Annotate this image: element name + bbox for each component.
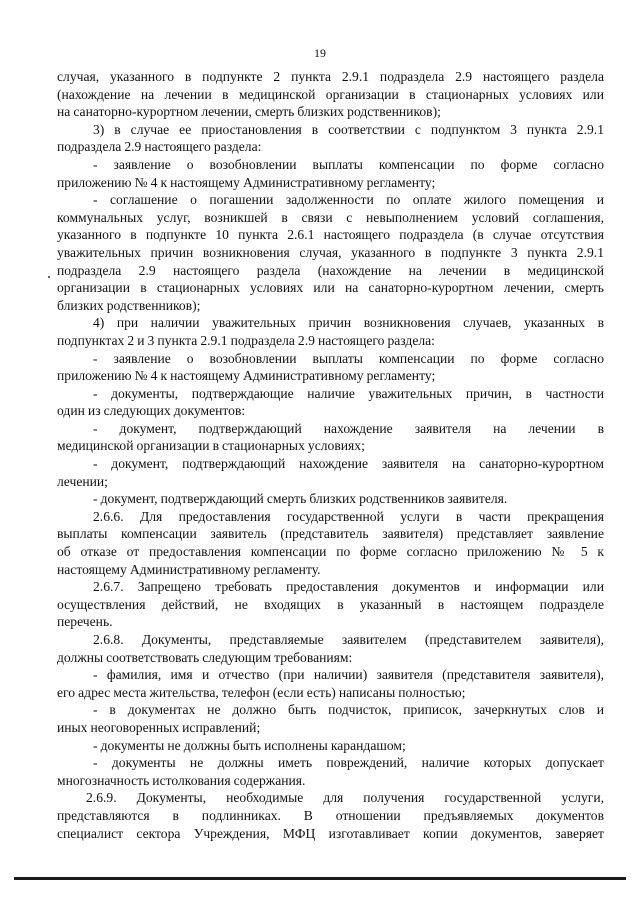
text-line: - документы не должны быть исполнены карандашом; [93, 737, 406, 753]
text-line: 4) при наличии уважительных причин возникновения случаев, указанных в [93, 315, 604, 331]
text-line: случая, указанного в подпункте 2 пункта 2.9.1 подраздела 2.9 настоящего раздела [57, 69, 604, 84]
page-bottom-rule [14, 877, 626, 880]
paragraph-sanatorium-document-end [57, 473, 604, 491]
paragraph-application-resume-2-end [57, 367, 604, 385]
paragraph-2-6-7 [57, 578, 604, 596]
paragraph-2-6-9 [57, 789, 604, 807]
text-line: указанного в подпункте 10 пункта 2.6.1 настоящего подраздела (в случае отсутствия [57, 227, 604, 243]
paragraph-no-damage [57, 754, 604, 772]
text-line: иных неоговоренных исправлений; [57, 719, 261, 735]
text-line: - документ, подтверждающий смерть близких родственников заявителя. [93, 491, 508, 507]
paragraph-item-3-end [57, 138, 604, 156]
paragraph-2-6-9-body [57, 807, 604, 842]
text-line: выплаты компенсации заявитель (представитель заявителя) представляет заявление [57, 526, 604, 542]
text-line: - документ, подтверждающий нахождение заявителя на санаторно-курортном [93, 456, 604, 472]
text-line: подраздела 2.9 настоящего раздела (нахождение на лечении в медицинской [57, 262, 604, 278]
text-line: - документы не должны иметь повреждений, наличие которых допускает [93, 755, 604, 771]
text-line: 2.6.7. Запрещено требовать предоставления документов и информации или [93, 579, 604, 595]
text-line: лечении; [57, 473, 108, 489]
text-line: уважительных причин возникновения случая, указанного в подпункте 3 пункта 2.9.1 [57, 244, 604, 260]
text-line: - документы, подтверждающие наличие уважительных причин, в частности [93, 385, 604, 401]
text-line: 3) в случае ее приостановления в соответствии с подпунктом 3 пункта 2.9.1 [93, 121, 604, 137]
text-line: - соглашение о погашении задолженности по оплате жилого помещения и [93, 192, 604, 208]
text-line: на санаторно-курортном лечении, смерть близких родственников); [57, 104, 441, 120]
paragraph-continuation-end [57, 103, 604, 121]
paragraph-name-requirement [57, 666, 604, 684]
paragraph-application-resume [57, 156, 604, 174]
text-line: - фамилия, имя и отчество (при наличии) заявителя (представителя заявителя), [93, 667, 604, 683]
paragraph-treatment-document-end [57, 437, 604, 455]
text-line: близких родственников); [57, 297, 201, 313]
text-line: должны соответствовать следующим требованиям: [57, 649, 353, 665]
paragraph-continuation [57, 68, 604, 103]
text-line: - документ, подтверждающий нахождение заявителя на лечении в [93, 420, 604, 436]
paragraph-2-6-6-body [57, 525, 604, 560]
text-line: его адрес места жительства, телефон (если есть) написаны полностью; [57, 684, 466, 700]
paragraph-2-6-8-end [57, 649, 604, 667]
text-line: специалист сектора Учреждения, МФЦ изготавливает копии документов, заверяет [57, 825, 604, 841]
paragraph-sanatorium-document [57, 455, 604, 473]
text-line: подраздела 2.9 настоящего раздела: [57, 139, 262, 155]
paragraph-item-4-end [57, 332, 604, 350]
paragraph-valid-reasons-end [57, 402, 604, 420]
paragraph-name-requirement-end [57, 684, 604, 702]
text-line: медицинской организации в стационарных условиях; [57, 438, 365, 454]
document-body [57, 68, 604, 842]
text-line: один из следующих документов: [57, 403, 246, 419]
paragraph-no-pencil [57, 737, 604, 755]
text-line: организации в стационарных условиях или на санаторно-курортном лечении, смерть [57, 280, 604, 296]
paragraph-2-6-6-end [57, 561, 604, 579]
text-line: 2.6.8. Документы, представляемые заявителем (представителем заявителя), [93, 632, 604, 647]
paragraph-treatment-document [57, 420, 604, 438]
text-line: осуществления действий, не входящих в указанный в настоящем подразделе [57, 596, 604, 612]
paragraph-debt-agreement-end [57, 297, 604, 315]
paragraph-item-3 [57, 121, 604, 139]
paragraph-debt-agreement-body [57, 209, 604, 297]
text-line: представляются в подлинниках. В отношении предъявляемых документов [57, 807, 604, 823]
text-line: - заявление о возобновлении выплаты компенсации по форме согласно [93, 156, 604, 172]
paragraph-2-6-7-end [57, 613, 604, 631]
paragraph-no-corrections [57, 701, 604, 719]
text-line: 2.6.6. Для предоставления государственной услуги в части прекращения [93, 508, 604, 524]
text-line: перечень. [57, 614, 113, 630]
paragraph-2-6-6 [57, 508, 604, 526]
paragraph-death-document [57, 490, 604, 508]
text-line: настоящему Административному регламенту. [57, 561, 321, 577]
paragraph-valid-reasons [57, 385, 604, 403]
text-line: подпунктах 2 и 3 пункта 2.9.1 подраздела 2.9 настоящего раздела: [57, 332, 435, 348]
paragraph-no-corrections-end [57, 719, 604, 737]
text-line: приложению № 4 к настоящему Административному регламенту; [57, 368, 436, 384]
text-line: - заявление о возобновлении выплаты компенсации по форме согласно [93, 350, 604, 366]
text-line: - в документах не должно быть подчисток, приписок, зачеркнутых слов и [93, 702, 604, 718]
paragraph-no-damage-end [57, 772, 604, 790]
text-line: приложению № 4 к настоящему Административному регламенту; [57, 174, 436, 190]
paragraph-2-6-7-body [57, 596, 604, 614]
paragraph-debt-agreement [57, 191, 604, 209]
text-line: об отказе от предоставления компенсации по форме согласно приложению № 5 к [57, 544, 604, 560]
paragraph-application-resume-end [57, 174, 604, 192]
paragraph-2-6-8 [57, 631, 604, 649]
text-line: (нахождение на лечении в медицинской организации в стационарных условиях или [57, 86, 604, 102]
text-line: коммунальных услуг, возникшей в связи с невыполнением условий соглашения, [57, 209, 604, 225]
text-line: 2.6.9. Документы, необходимые для получения государственной услуги, [86, 790, 604, 806]
paragraph-application-resume-2 [57, 350, 604, 368]
paragraph-item-4 [57, 314, 604, 332]
scan-speck [48, 276, 50, 278]
text-line: многозначность истолкования содержания. [57, 772, 306, 788]
page-number: 19 [314, 46, 326, 60]
